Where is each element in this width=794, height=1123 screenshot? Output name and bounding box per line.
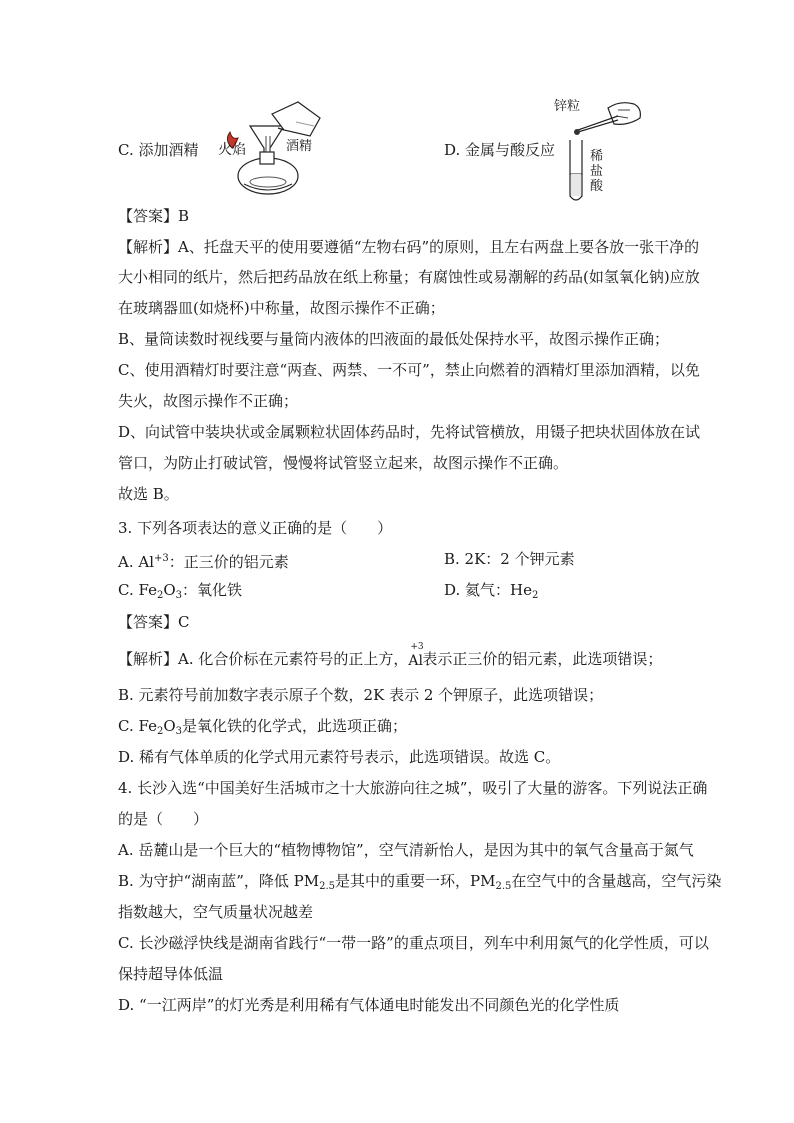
q2-analysis-line: 大小相同的纸片，然后把药品放在纸上称量；有腐蚀性或易潮解的药品(如氢氧化钠)应放 (118, 268, 700, 286)
acid-label-3: 酸 (590, 179, 604, 194)
q4-option-c-line2: 保持超导体低温 (118, 965, 224, 983)
q3-analysis-c: C. $Fe_2O_3$是氧化铁的化学式，此选项正确； (118, 717, 408, 737)
q2-analysis-line: 在玻璃器皿(如烧杯)中称量，故图示操作不正确； (118, 299, 445, 317)
q4-stem-line2: 的是（ ） (118, 810, 209, 828)
q4-option-a: A. 岳麓山是一个巨大的“植物博物馆”，空气清新怡人，是因为其中的氧气含量高于氮气 (118, 841, 694, 859)
q2-analysis-line: D、向试管中装块状或金属颗粒状固体药品时，先将试管横放，用镊子把块状固体放在试 (118, 423, 701, 441)
q2-analysis-line: B、量筒读数时视线要与量筒内液体的凹液面的最低处保持水平，故图示操作正确； (118, 330, 670, 348)
q3-analysis-d: D. 稀有气体单质的化学式用元素符号表示，此选项错误。故选 C。 (118, 748, 561, 766)
q3-stem: 3. 下列各项表达的意义正确的是（ ） (118, 519, 393, 537)
q2-analysis-line: 管口，为防止打破试管，慢慢将试管竖立起来，故图示操作不正确。 (118, 454, 569, 472)
q2-option-d-label: D. 金属与酸反应 (444, 141, 556, 159)
q3-answer: 【答案】C (118, 613, 190, 631)
q4-option-d: D. “一江两岸”的灯光秀是利用稀有气体通电时能发出不同颜色光的化学性质 (118, 996, 620, 1014)
q2-answer: 【答案】B (118, 207, 190, 225)
q4-option-c-line1: C. 长沙磁浮快线是湖南省践行“一带一路”的重点项目，列车中利用氮气的化学性质，可以 (118, 934, 709, 952)
q4-option-b-line2: 指数越大，空气质量状况越差 (118, 903, 314, 921)
alcohol-label: 酒精 (286, 139, 313, 154)
alcohol-lamp-figure (210, 96, 330, 200)
flame-label: 火焰 (218, 142, 246, 158)
q4-stem-line1: 4. 长沙入选“中国美好生活城市之十大旅游向往之城”，吸引了大量的游客。下列说法正确 (118, 779, 708, 797)
acid-label-2: 盐 (590, 164, 604, 179)
zinc-acid-figure (548, 96, 648, 208)
zinc-label: 锌粒 (554, 99, 581, 114)
q3-option-d: D. 氦气：$He_2$ (444, 581, 539, 601)
q3-option-a: A. $Al^{+3}$：正三价的铝元素 (118, 553, 289, 571)
q2-analysis-line: 故选 B。 (118, 485, 179, 503)
acid-label-1: 稀 (590, 149, 604, 164)
q2-option-c-label: C. 添加酒精 (118, 141, 199, 159)
q3-option-c: C. $Fe_2O_3$：氧化铁 (118, 581, 243, 601)
q2-analysis-line: C、使用酒精灯时要注意“两查、两禁、一不可”，禁止向燃着的酒精灯里添加酒精，以免 (118, 361, 700, 379)
q3-analysis-a: 【解析】A. 化合价标在元素符号的正上方， +3 Al 表示正三价的铝元素，此选项错误； (118, 642, 663, 669)
q3-analysis-b: B. 元素符号前加数字表示原子个数，2K 表示 2 个钾原子，此选项错误； (118, 686, 604, 704)
q2-analysis-line: 【解析】A、托盘天平的使用要遵循“左物右码”的原则，且左右两盘上要各放一张干净的 (118, 238, 700, 256)
q3-option-b: B. 2K：2 个钾元素 (444, 550, 575, 568)
q2-analysis-line: 失火，故图示操作不正确； (118, 392, 299, 410)
q4-option-b-line1: B. 为守护“湖南蓝”，降低 $PM_{2.5}$是其中的重要一环，$PM_{2.5}$在空气中的含量越高，空气污染 (118, 872, 722, 892)
